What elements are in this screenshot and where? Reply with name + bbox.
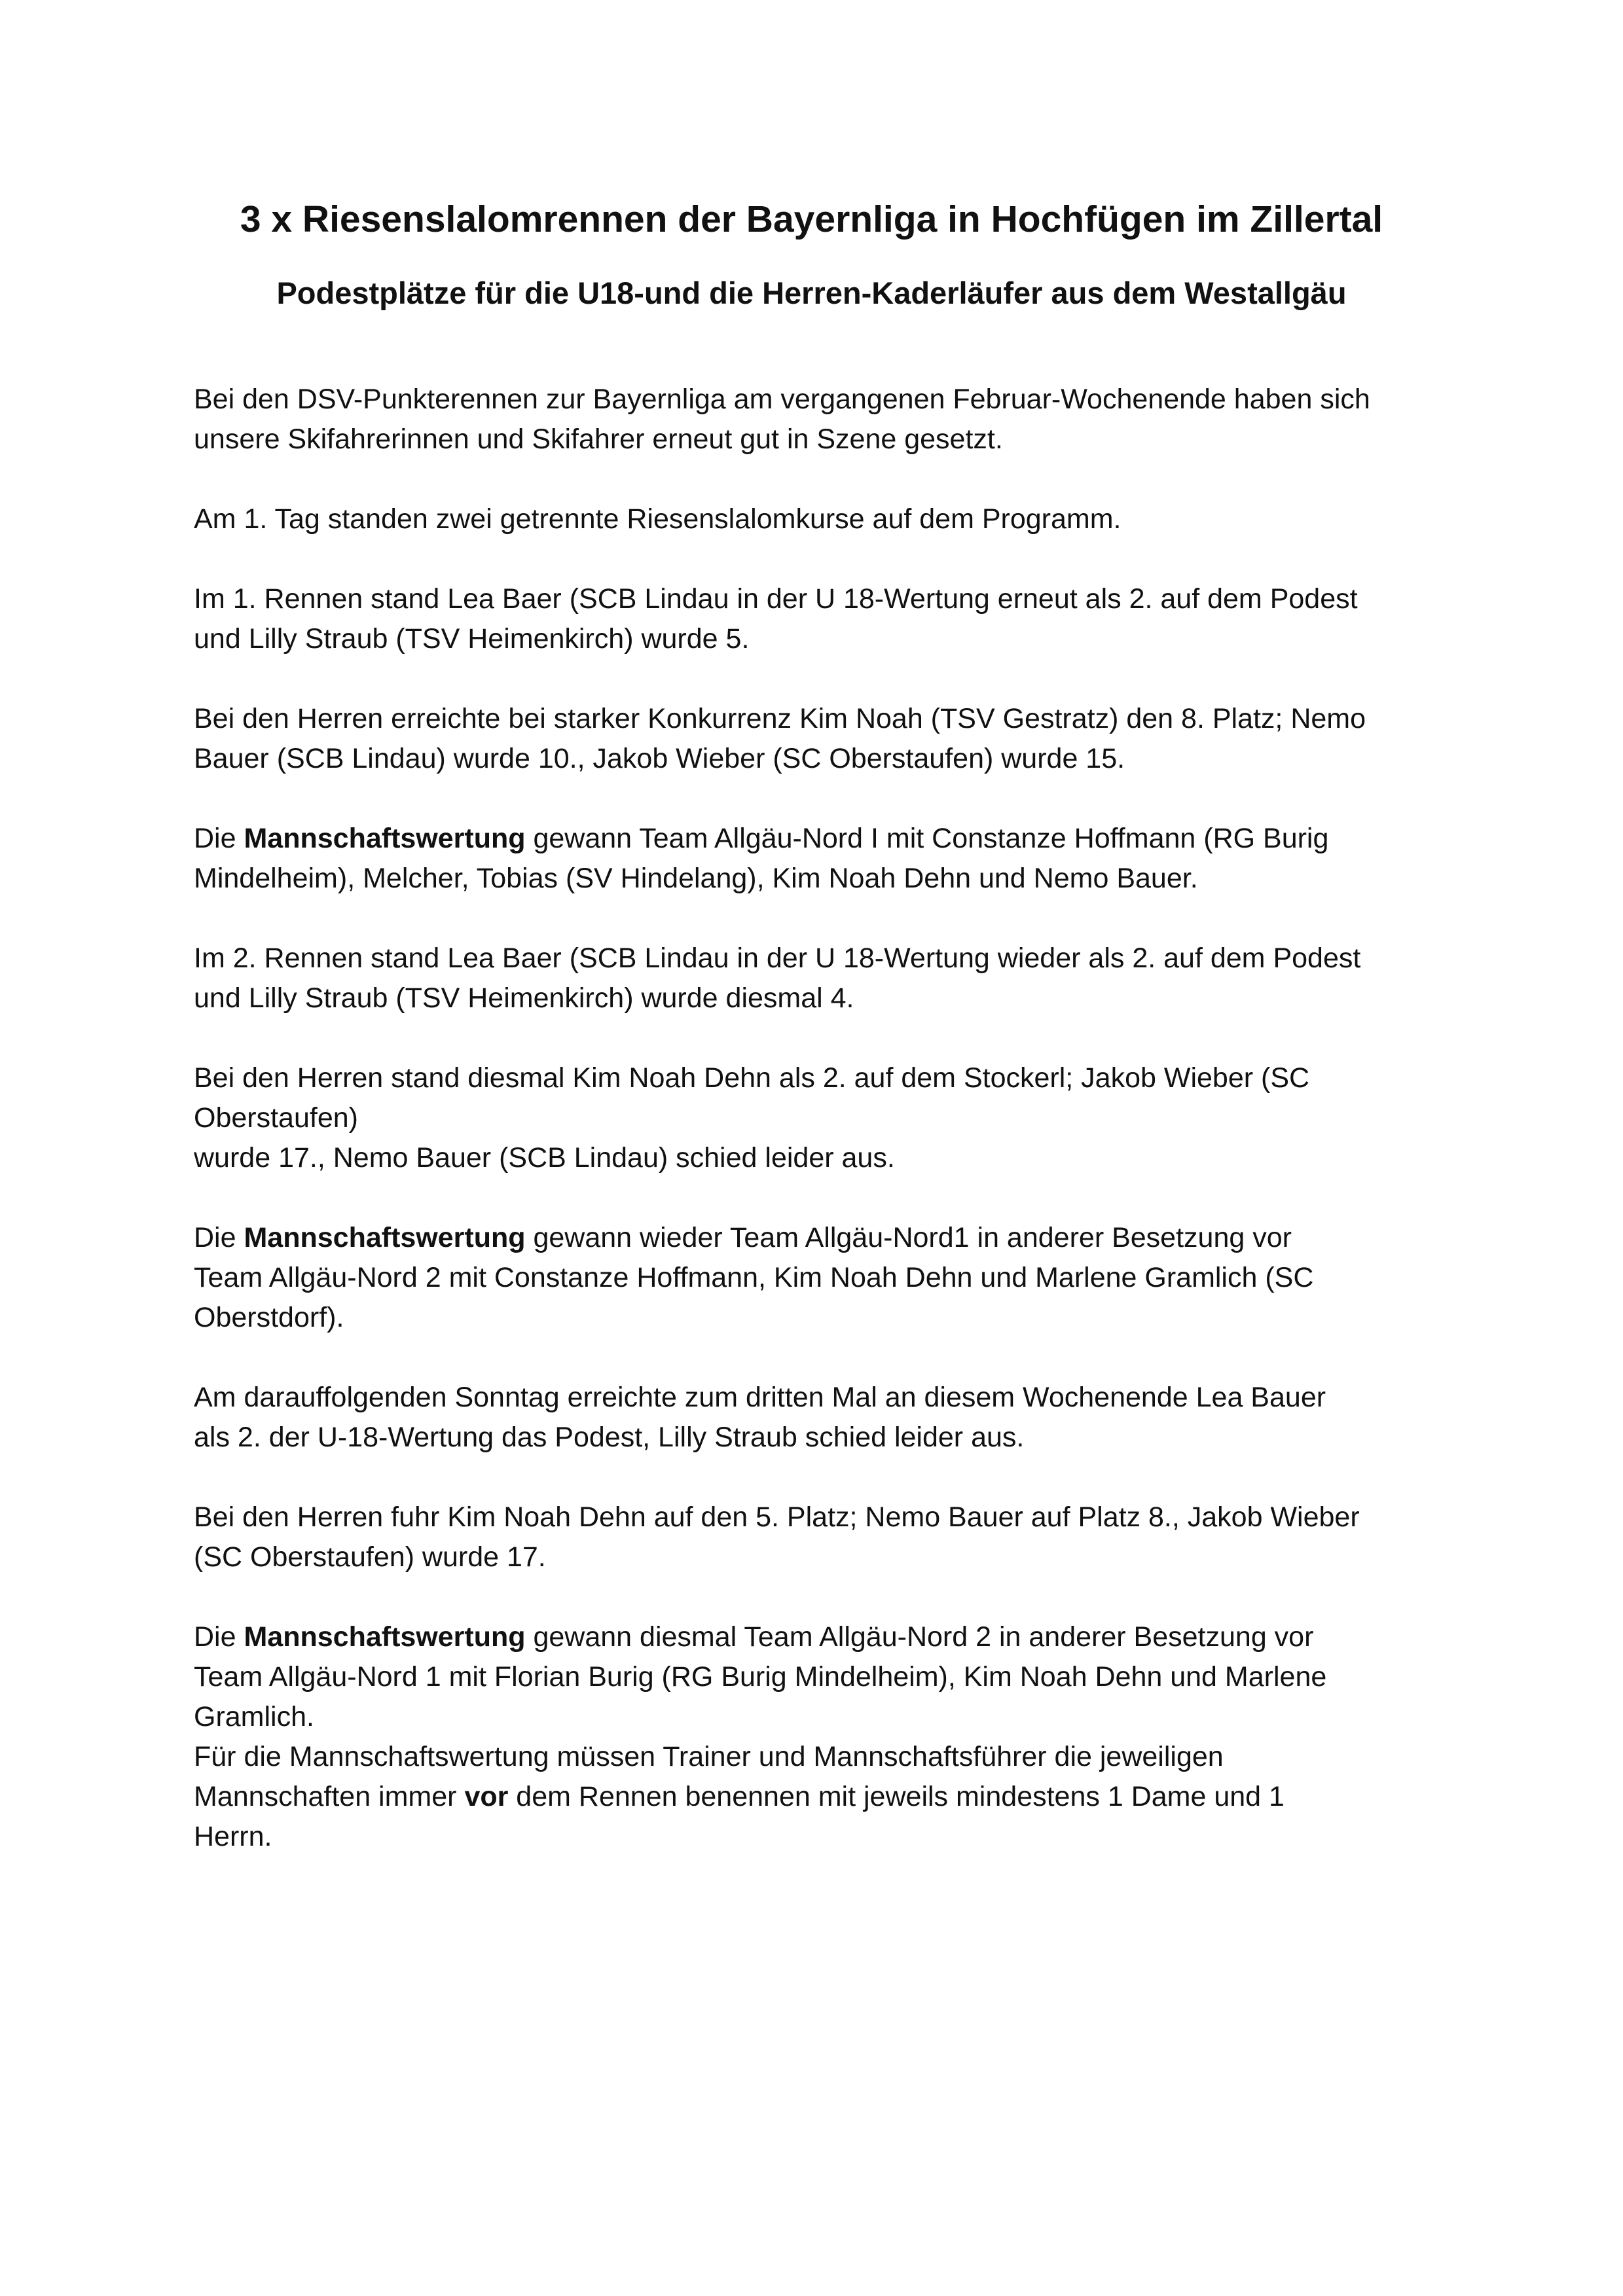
text-line: Herrn. bbox=[194, 1821, 272, 1852]
paragraph-race-one-men bbox=[194, 699, 1464, 779]
paragraph-team-ranking-two bbox=[194, 1218, 1464, 1338]
text-segment: Mannschaften immer bbox=[194, 1781, 465, 1812]
text-line: Mindelheim), Melcher, Tobias (SV Hindelang), Kim Noah Dehn und Nemo Bauer. bbox=[194, 863, 1198, 894]
text-line: Für die Mannschaftswertung müssen Trainer und Mannschaftsführer die jeweiligen bbox=[194, 1741, 1224, 1772]
text-line: Bei den Herren fuhr Kim Noah Dehn auf den 5. Platz; Nemo Bauer auf Platz 8., Jakob Wieber bbox=[194, 1501, 1360, 1533]
bold-keyword: Mannschaftswertung bbox=[244, 1621, 526, 1653]
paragraph-intro bbox=[194, 380, 1464, 459]
text-line bbox=[194, 1218, 1464, 1258]
text-line: Am 1. Tag standen zwei getrennte Riesenslalomkurse auf dem Programm. bbox=[194, 503, 1122, 535]
text-segment: gewann Team Allgäu-Nord I mit Constanze Hoffmann (RG Burig bbox=[525, 823, 1329, 854]
text-segment: gewann wieder Team Allgäu-Nord1 in anderer Besetzung vor bbox=[525, 1222, 1292, 1253]
text-segment: Die bbox=[194, 1222, 244, 1253]
text-line: Bei den DSV-Punkterennen zur Bayernliga am vergangenen Februar-Wochenende haben sich bbox=[194, 384, 1370, 415]
text-segment: Die bbox=[194, 1621, 244, 1653]
paragraph-race-one-u18 bbox=[194, 579, 1464, 659]
text-segment: gewann diesmal Team Allgäu-Nord 2 in anderer Besetzung vor bbox=[525, 1621, 1314, 1653]
text-line: Im 2. Rennen stand Lea Baer (SCB Lindau in der U 18-Wertung wieder als 2. auf dem Podest bbox=[194, 942, 1361, 974]
text-segment: dem Rennen benennen mit jeweils mindestens 1 Dame und 1 bbox=[508, 1781, 1285, 1812]
paragraph-team-ranking-one bbox=[194, 819, 1464, 899]
text-line: Bei den Herren stand diesmal Kim Noah Dehn als 2. auf dem Stockerl; Jakob Wieber (SC bbox=[194, 1062, 1310, 1094]
paragraph-sunday-men bbox=[194, 1498, 1464, 1577]
document-subtitle: Podestplätze für die U18-und die Herren-Kaderläufer aus dem Westallgäu bbox=[276, 276, 1347, 310]
text-line: wurde 17., Nemo Bauer (SCB Lindau) schied leider aus. bbox=[194, 1142, 895, 1174]
article-body bbox=[194, 380, 1464, 1857]
paragraph-race-two-men bbox=[194, 1058, 1464, 1178]
text-segment: Die bbox=[194, 823, 244, 854]
text-line bbox=[194, 1777, 1464, 1817]
text-line: Bei den Herren erreichte bei starker Konkurrenz Kim Noah (TSV Gestratz) den 8. Platz; Nemo bbox=[194, 703, 1366, 734]
paragraph-day-one bbox=[194, 499, 1464, 539]
bold-keyword: Mannschaftswertung bbox=[244, 823, 526, 854]
text-line: Team Allgäu-Nord 1 mit Florian Burig (RG Burig Mindelheim), Kim Noah Dehn und Marlene bbox=[194, 1661, 1327, 1693]
text-line: als 2. der U-18-Wertung das Podest, Lilly Straub schied leider aus. bbox=[194, 1422, 1025, 1453]
text-line: Bauer (SCB Lindau) wurde 10., Jakob Wieber (SC Oberstaufen) wurde 15. bbox=[194, 743, 1125, 774]
text-line: und Lilly Straub (TSV Heimenkirch) wurde diesmal 4. bbox=[194, 982, 854, 1014]
text-line bbox=[194, 1617, 1464, 1657]
text-line: Im 1. Rennen stand Lea Baer (SCB Lindau in der U 18-Wertung erneut als 2. auf dem Podest bbox=[194, 583, 1358, 615]
text-line: und Lilly Straub (TSV Heimenkirch) wurde 5. bbox=[194, 623, 750, 655]
text-line bbox=[194, 819, 1464, 859]
paragraph-sunday-u18 bbox=[194, 1378, 1464, 1458]
text-line: Gramlich. bbox=[194, 1701, 314, 1732]
text-line: Am darauffolgenden Sonntag erreichte zum dritten Mal an diesem Wochenende Lea Bauer bbox=[194, 1382, 1326, 1413]
paragraph-team-ranking-three bbox=[194, 1617, 1464, 1857]
bold-keyword: Mannschaftswertung bbox=[244, 1222, 526, 1253]
text-line: Oberstdorf). bbox=[194, 1302, 344, 1333]
bold-keyword: vor bbox=[464, 1781, 509, 1812]
text-line: Team Allgäu-Nord 2 mit Constanze Hoffmann, Kim Noah Dehn und Marlene Gramlich (SC bbox=[194, 1262, 1314, 1293]
text-line: Oberstaufen) bbox=[194, 1102, 358, 1134]
document-title: 3 x Riesenslalomrennen der Bayernliga in Hochfügen im Zillertal bbox=[240, 198, 1383, 240]
text-line: unsere Skifahrerinnen und Skifahrer erneut gut in Szene gesetzt. bbox=[194, 423, 1003, 455]
paragraph-race-two-u18 bbox=[194, 939, 1464, 1018]
text-line: (SC Oberstaufen) wurde 17. bbox=[194, 1541, 546, 1573]
